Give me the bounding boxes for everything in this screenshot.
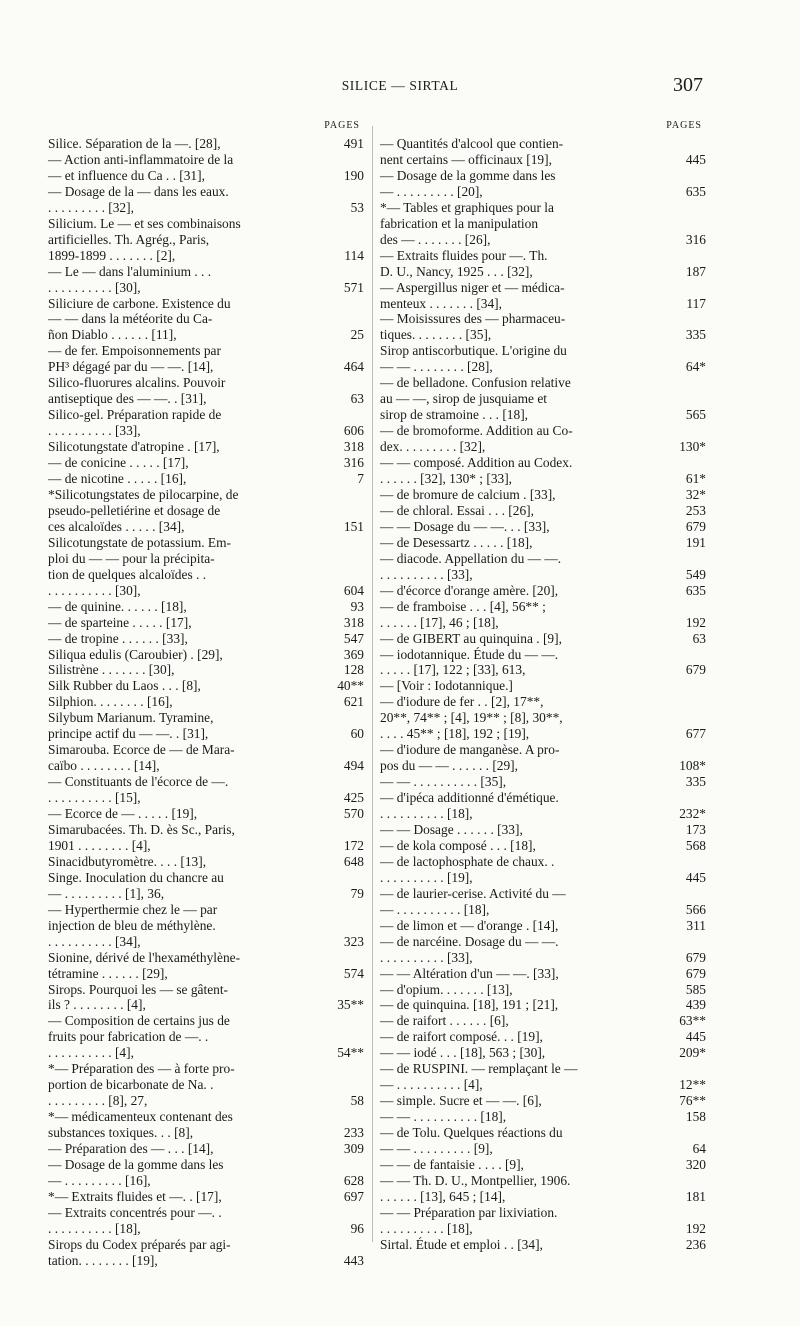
entry-page-number: 93 <box>350 598 364 614</box>
entry-text: — — . . . . . . . . . . [35], <box>380 774 507 790</box>
index-entry <box>380 535 706 551</box>
index-entry <box>48 535 364 599</box>
entry-page-number: 209* <box>679 1045 706 1061</box>
entry-text: — — Dosage du — —. . . [33], <box>380 518 550 534</box>
entry-page-number: 570 <box>343 806 364 822</box>
entry-page-number: 151 <box>343 518 364 534</box>
entry-page-number: 32* <box>685 486 706 502</box>
index-entry <box>380 168 706 200</box>
entry-page-number: 679 <box>685 662 706 678</box>
entry-page-number: 635 <box>685 582 706 598</box>
entry-page-number: 425 <box>343 790 364 806</box>
entry-page-number: 191 <box>685 534 706 550</box>
entry-page-number: 491 <box>343 136 364 151</box>
entry-page-number: 445 <box>685 151 706 167</box>
index-entry <box>48 264 364 296</box>
entry-text: — de belladone. Confusion relative au — —, sirop de jusquiame et sirop de stramoine . . . [18], <box>380 375 571 423</box>
index-entry <box>380 455 706 487</box>
entry-text: Sionine, dérivé de l'hexaméthylène- tétramine . . . . . . [29], <box>48 949 241 981</box>
entry-text: — de quinquina. [18], 191 ; [21], <box>380 997 559 1013</box>
index-entry <box>380 1093 706 1109</box>
entry-page-number: 190 <box>343 167 364 183</box>
index-entry <box>380 280 706 312</box>
entry-text: — Dosage de la gomme dans les — . . . . . . . . . [20], <box>380 167 556 199</box>
entry-page-number: 635 <box>685 183 706 199</box>
entry-text: Silicium. Le — et ses combinaisons artificielles. Th. Agrég., Paris, 1899-1899 . . . . . . . [2], <box>48 215 241 263</box>
entry-text: *— médicamenteux contenant des substances toxiques. . . [8], <box>48 1109 233 1141</box>
entry-text: *— Préparation des — à forte pro- portion de bicarbonate de Na. . . . . . . . . . . [8], 27, <box>48 1061 235 1109</box>
entry-text: — Aspergillus niger et — médica- menteux . . . . . . . [34], <box>380 279 565 311</box>
entry-page-number: 25 <box>350 327 364 343</box>
index-entry <box>380 1013 706 1029</box>
entry-page-number: 64 <box>692 1141 706 1157</box>
entry-text: — Quantités d'alcool que contien- nent certains — officinaux [19], <box>380 136 564 167</box>
entry-page-number: 64* <box>685 359 706 375</box>
index-entry <box>48 822 364 854</box>
entry-page-number: 233 <box>343 1125 364 1141</box>
index-column-right <box>380 120 706 1253</box>
entry-text: Sinacidbutyromètre. . . . [13], <box>48 853 207 869</box>
index-entry <box>380 678 706 694</box>
entry-page-number: 318 <box>343 614 364 630</box>
entry-text: — Action anti-inflammatoire de la — et influence du Ca . . [31], <box>48 151 234 183</box>
entry-page-number: 7 <box>357 471 364 487</box>
entry-page-number: 464 <box>343 359 364 375</box>
entry-text: — de lactophosphate de chaux. . . . . . . . . . . . [19], <box>380 853 555 885</box>
entry-page-number: 565 <box>685 407 706 423</box>
entry-text: — Ecorce de — . . . . . [19], <box>48 806 198 822</box>
entry-page-number: 40** <box>337 678 364 694</box>
index-entry <box>380 248 706 280</box>
entry-page-number: 117 <box>686 295 706 311</box>
index-entry <box>380 583 706 599</box>
entry-page-number: 53 <box>350 199 364 215</box>
entry-text: — iodotannique. Étude du — —. . . . . . [17], 122 ; [33], 613, <box>380 646 559 678</box>
entry-text: — de kola composé . . . [18], <box>380 837 536 853</box>
entry-text: — Constituants de l'écorce de —. . . . . . . . . . . [15], <box>48 774 229 806</box>
entry-text: — Moisissures des — pharmaceu- tiques. . . . . . . . [35], <box>380 311 566 343</box>
entry-page-number: 12** <box>679 1077 706 1093</box>
running-head: SILICE — SIRTAL <box>341 78 459 93</box>
entry-text: — de sparteine . . . . . [17], <box>48 614 192 630</box>
index-entry <box>48 631 364 647</box>
entry-page-number: 318 <box>343 439 364 455</box>
entry-text: — d'iodure de manganèse. A pro- pos du — — . . . . . . [29], <box>380 742 560 774</box>
entry-text: Silistrène . . . . . . . [30], <box>48 662 175 678</box>
index-entry <box>380 423 706 455</box>
entry-page-number: 443 <box>343 1252 364 1268</box>
entry-text: Sirop antiscorbutique. L'origine du — — . . . . . . . . [28], <box>380 343 567 375</box>
index-entry <box>48 1157 364 1189</box>
index-entry <box>380 982 706 998</box>
entry-page-number: 335 <box>685 774 706 790</box>
entry-page-number: 585 <box>685 981 706 997</box>
index-entry <box>380 519 706 535</box>
entry-text: Siliciure de carbone. Existence du — — dans la météorite du Ca- ñon Diablo . . . . . . [11], <box>48 295 231 343</box>
entry-text: — — composé. Addition au Codex. . . . . . . [32], 130* ; [33], <box>380 455 573 487</box>
index-entry <box>380 599 706 631</box>
index-entry <box>48 1189 364 1205</box>
entry-text: Sirtal. Étude et emploi . . [34], <box>380 1236 543 1252</box>
entry-page-number: 628 <box>343 1172 364 1188</box>
entry-text: — Composition de certains jus de fruits pour fabrication de —. . . . . . . . . . . . [4], <box>48 1013 230 1061</box>
entry-text: — de bromure de calcium . [33], <box>380 486 556 502</box>
entry-page-number: 76** <box>679 1093 706 1109</box>
entry-page-number: 63** <box>679 1013 706 1029</box>
entry-page-number: 494 <box>343 758 364 774</box>
page-header <box>0 74 800 104</box>
entry-page-number: 158 <box>685 1109 706 1125</box>
entry-page-number: 547 <box>343 630 364 646</box>
entry-text: Siliqua edulis (Caroubier) . [29], <box>48 646 223 662</box>
entry-page-number: 311 <box>686 917 706 933</box>
index-entry <box>380 790 706 822</box>
index-entry <box>380 966 706 982</box>
index-entry <box>48 806 364 822</box>
index-entry <box>48 487 364 535</box>
entry-text: — Extraits concentrés pour —. . . . . . . . . . . . [18], <box>48 1204 222 1236</box>
index-entry <box>48 1205 364 1237</box>
index-entry <box>48 375 364 407</box>
entry-text: — — Préparation par lixiviation. . . . . . . . . . . [18], <box>380 1204 558 1236</box>
entry-text: Singe. Inoculation du chancre au — . . . . . . . . . [1], 36, <box>48 869 224 901</box>
entry-text: Silicotungstate d'atropine . [17], <box>48 439 220 455</box>
entry-text: — de Tolu. Quelques réactions du — — . . . . . . . . . [9], <box>380 1125 563 1157</box>
entry-page-number: 621 <box>343 694 364 710</box>
entry-text: — de nicotine . . . . . [16], <box>48 471 187 487</box>
index-entry <box>48 950 364 982</box>
entry-page-number: 130* <box>679 439 706 455</box>
entry-page-number: 604 <box>343 582 364 598</box>
entry-page-number: 323 <box>343 933 364 949</box>
index-entry <box>48 1141 364 1157</box>
entry-text: — de chloral. Essai . . . [26], <box>380 502 534 518</box>
page-number: 307 <box>673 74 703 96</box>
entry-text: Silk Rubber du Laos . . . [8], <box>48 678 201 694</box>
entry-text: Silico-fluorures alcalins. Pouvoir antiseptique des — —. . [31], <box>48 375 226 407</box>
entry-page-number: 192 <box>685 614 706 630</box>
index-entry <box>380 487 706 503</box>
entry-page-number: 181 <box>685 1188 706 1204</box>
entry-page-number: 677 <box>685 726 706 742</box>
entry-text: Sirops du Codex préparés par agi- tation. . . . . . . . [19], <box>48 1236 231 1268</box>
index-entry <box>380 311 706 343</box>
entry-text: — de fer. Empoisonnements par PH³ dégagé par du — —. [14], <box>48 343 221 375</box>
index-entry <box>48 615 364 631</box>
index-entry <box>380 1061 706 1093</box>
index-entry <box>48 599 364 615</box>
entry-text: — de narcéine. Dosage du — —. . . . . . . . . . . [33], <box>380 933 559 965</box>
entry-text: — d'écorce d'orange amère. [20], <box>380 582 559 598</box>
entry-text: — de tropine . . . . . . [33], <box>48 630 188 646</box>
entry-text: — de raifort . . . . . . [6], <box>380 1013 509 1029</box>
entry-page-number: 445 <box>685 869 706 885</box>
entry-text: — — Th. D. U., Montpellier, 1906. . . . . . . [13], 645 ; [14], <box>380 1172 571 1204</box>
entry-text: Silice. Séparation de la —. [28], <box>48 136 221 151</box>
entry-page-number: 128 <box>343 662 364 678</box>
index-entry <box>48 1013 364 1061</box>
entry-page-number: 445 <box>685 1029 706 1045</box>
entry-page-number: 679 <box>685 965 706 981</box>
entry-text: — — . . . . . . . . . . [18], <box>380 1109 507 1125</box>
index-entry <box>48 471 364 487</box>
entry-text: *Silicotungstates de pilocarpine, de pseudo-pelletiérine et dosage de ces alcaloïdes . . . . . [34], <box>48 486 239 534</box>
entry-page-number: 549 <box>685 566 706 582</box>
entry-text: — d'opium. . . . . . . [13], <box>380 981 513 997</box>
index-entry <box>380 1157 706 1173</box>
entry-text: — Préparation des — . . . [14], <box>48 1141 214 1157</box>
entry-text: *— Extraits fluides et —. . [17], <box>48 1188 222 1204</box>
index-entry <box>48 407 364 439</box>
entry-text: — de framboise . . . [4], 56** ; . . . . . . [17], 46 ; [18], <box>380 598 546 630</box>
entry-page-number: 571 <box>343 279 364 295</box>
index-entry <box>48 870 364 902</box>
entry-text: — Dosage de la gomme dans les — . . . . . . . . . [16], <box>48 1157 224 1188</box>
index-entry <box>48 662 364 678</box>
entry-text: — — Dosage . . . . . . [33], <box>380 821 523 837</box>
index-entry <box>380 822 706 838</box>
entry-page-number: 61* <box>685 471 706 487</box>
index-entry <box>380 1125 706 1157</box>
entry-page-number: 96 <box>350 1220 364 1236</box>
entry-page-number: 648 <box>343 853 364 869</box>
index-entry <box>48 694 364 710</box>
entry-text: — de RUSPINI. — remplaçant le — — . . . . . . . . . . [4], <box>380 1061 578 1093</box>
entry-page-number: 568 <box>685 837 706 853</box>
entry-page-number: 606 <box>343 423 364 439</box>
entry-text: — d'iodure de fer . . [2], 17**, 20**, 74** ; [4], 19** ; [8], 30**, . . . . 45** ; [18], 192 ; [19], <box>380 694 563 742</box>
index-entry <box>48 774 364 806</box>
entry-text: — de bromoforme. Addition au Co- dex. . . . . . . . . [32], <box>380 423 573 455</box>
index-entry <box>48 647 364 663</box>
entry-text: — Le — dans l'aluminium . . . . . . . . . . . . . [30], <box>48 263 212 295</box>
index-entry <box>380 503 706 519</box>
index-entry <box>380 997 706 1013</box>
index-entry <box>48 136 364 152</box>
entry-text: Silybum Marianum. Tyramine, principe actif du — —. . [31], <box>48 710 214 742</box>
index-entry <box>380 375 706 423</box>
index-column-left <box>48 120 364 1269</box>
entry-page-number: 63 <box>692 630 706 646</box>
entry-page-number: 187 <box>685 263 706 279</box>
entry-text: — de quinine. . . . . . [18], <box>48 598 187 614</box>
index-entry <box>48 982 364 1014</box>
entry-page-number: 309 <box>343 1141 364 1157</box>
entry-page-number: 35** <box>337 997 364 1013</box>
entry-page-number: 79 <box>350 885 364 901</box>
entry-text: — de GIBERT au quinquina . [9], <box>380 630 562 646</box>
index-entry <box>48 854 364 870</box>
index-entry <box>48 455 364 471</box>
index-entry <box>380 1173 706 1205</box>
entry-page-number: 369 <box>343 646 364 662</box>
entry-page-number: 108* <box>679 758 706 774</box>
index-entry <box>380 631 706 647</box>
entry-page-number: 566 <box>685 901 706 917</box>
index-entry <box>48 678 364 694</box>
entry-page-number: 172 <box>343 837 364 853</box>
index-entry <box>48 710 364 742</box>
entry-text: — Dosage de la — dans les eaux. . . . . . . . . . [32], <box>48 183 229 215</box>
entry-page-number: 679 <box>685 518 706 534</box>
entry-text: — Hyperthermie chez le — par injection de bleu de méthylène. . . . . . . . . . . [34], <box>48 901 218 949</box>
index-entry <box>380 1029 706 1045</box>
index-entry <box>380 551 706 583</box>
entry-page-number: 236 <box>685 1236 706 1252</box>
entry-page-number: 679 <box>685 949 706 965</box>
column-divider <box>372 126 373 1242</box>
entry-text: Silico-gel. Préparation rapide de . . . . . . . . . . [33], <box>48 407 222 439</box>
entry-page-number: 335 <box>685 327 706 343</box>
index-entry <box>380 647 706 679</box>
index-entry <box>48 439 364 455</box>
entry-page-number: 574 <box>343 965 364 981</box>
index-entry <box>380 1205 706 1237</box>
index-entry <box>48 184 364 216</box>
entry-text: — d'ipéca additionné d'émétique. . . . . . . . . . . [18], <box>380 790 559 822</box>
entry-page-number: 54** <box>337 1045 364 1061</box>
index-entry <box>380 136 706 168</box>
pages-column-label: PAGES <box>666 120 702 131</box>
index-entry <box>380 343 706 375</box>
entry-text: — Extraits fluides pour —. Th. D. U., Nancy, 1925 . . . [32], <box>380 247 548 279</box>
entry-text: — de laurier-cerise. Activité du — — . . . . . . . . . . [18], <box>380 885 566 917</box>
entry-text: — de limon et — d'orange . [14], <box>380 917 559 933</box>
index-entry <box>48 1109 364 1141</box>
index-entry <box>380 1237 706 1253</box>
entry-page-number: 60 <box>350 726 364 742</box>
index-entry <box>380 854 706 886</box>
entry-page-number: 232* <box>679 806 706 822</box>
index-entry <box>48 1237 364 1269</box>
entry-page-number: 320 <box>685 1157 706 1172</box>
index-entry <box>380 838 706 854</box>
entry-page-number: 316 <box>343 455 364 471</box>
entry-page-number: 114 <box>344 247 364 263</box>
entry-page-number: 173 <box>685 821 706 837</box>
entry-text: — de raifort composé. . . [19], <box>380 1029 543 1045</box>
index-entry <box>48 296 364 344</box>
entry-text: — de Desessartz . . . . . [18], <box>380 534 533 550</box>
index-entry <box>380 774 706 790</box>
entry-page-number: 439 <box>685 997 706 1013</box>
index-entry <box>48 152 364 184</box>
index-entry <box>380 886 706 918</box>
entry-page-number: 63 <box>350 391 364 407</box>
entry-page-number: 253 <box>685 502 706 518</box>
index-entry <box>48 742 364 774</box>
index-entry <box>48 902 364 950</box>
entry-text: Sirops. Pourquoi les — se gâtent- ils ? . . . . . . . . [4], <box>48 981 229 1013</box>
entry-text: Silphion. . . . . . . . [16], <box>48 694 173 710</box>
index-entry <box>380 1109 706 1125</box>
pages-column-label: PAGES <box>324 120 360 131</box>
entry-page-number: 697 <box>343 1188 364 1204</box>
index-entry <box>48 1061 364 1109</box>
index-entry <box>48 343 364 375</box>
entry-page-number: 58 <box>350 1093 364 1109</box>
entry-text: Simarouba. Ecorce de — de Mara- caïbo . . . . . . . . [14], <box>48 742 235 774</box>
index-entry <box>48 216 364 264</box>
index-entry <box>380 694 706 742</box>
index-entry <box>380 918 706 934</box>
index-entry <box>380 1045 706 1061</box>
entry-list <box>380 136 706 1253</box>
index-entry <box>380 742 706 774</box>
entry-text: — diacode. Appellation du — —. . . . . . . . . . . [33], <box>380 550 562 582</box>
entry-text: *— Tables et graphiques pour la fabrication et la manipulation des — . . . . . . . [26], <box>380 199 554 247</box>
entry-text: — de conicine . . . . . [17], <box>48 455 189 471</box>
entry-text: — — iodé . . . [18], 563 ; [30], <box>380 1045 546 1061</box>
entry-text: — [Voir : Iodotannique.] <box>380 678 513 694</box>
entry-text: Simarubacées. Th. D. ès Sc., Paris, 1901 . . . . . . . . [4], <box>48 821 235 853</box>
entry-page-number: 192 <box>685 1220 706 1236</box>
index-entry <box>380 200 706 248</box>
entry-text: Silicotungstate de potassium. Em- ploi du — — pour la précipita- tion de quelques alcaloïdes . . . . . . . . . . . . [30], <box>48 534 231 598</box>
entry-text: — — Altération d'un — —. [33], <box>380 965 559 981</box>
entry-text: — simple. Sucre et — —. [6], <box>380 1093 542 1109</box>
entry-page-number: 316 <box>685 231 706 247</box>
entry-text: — — de fantaisie . . . . [9], <box>380 1157 524 1172</box>
index-entry <box>380 934 706 966</box>
entry-list <box>48 136 364 1269</box>
